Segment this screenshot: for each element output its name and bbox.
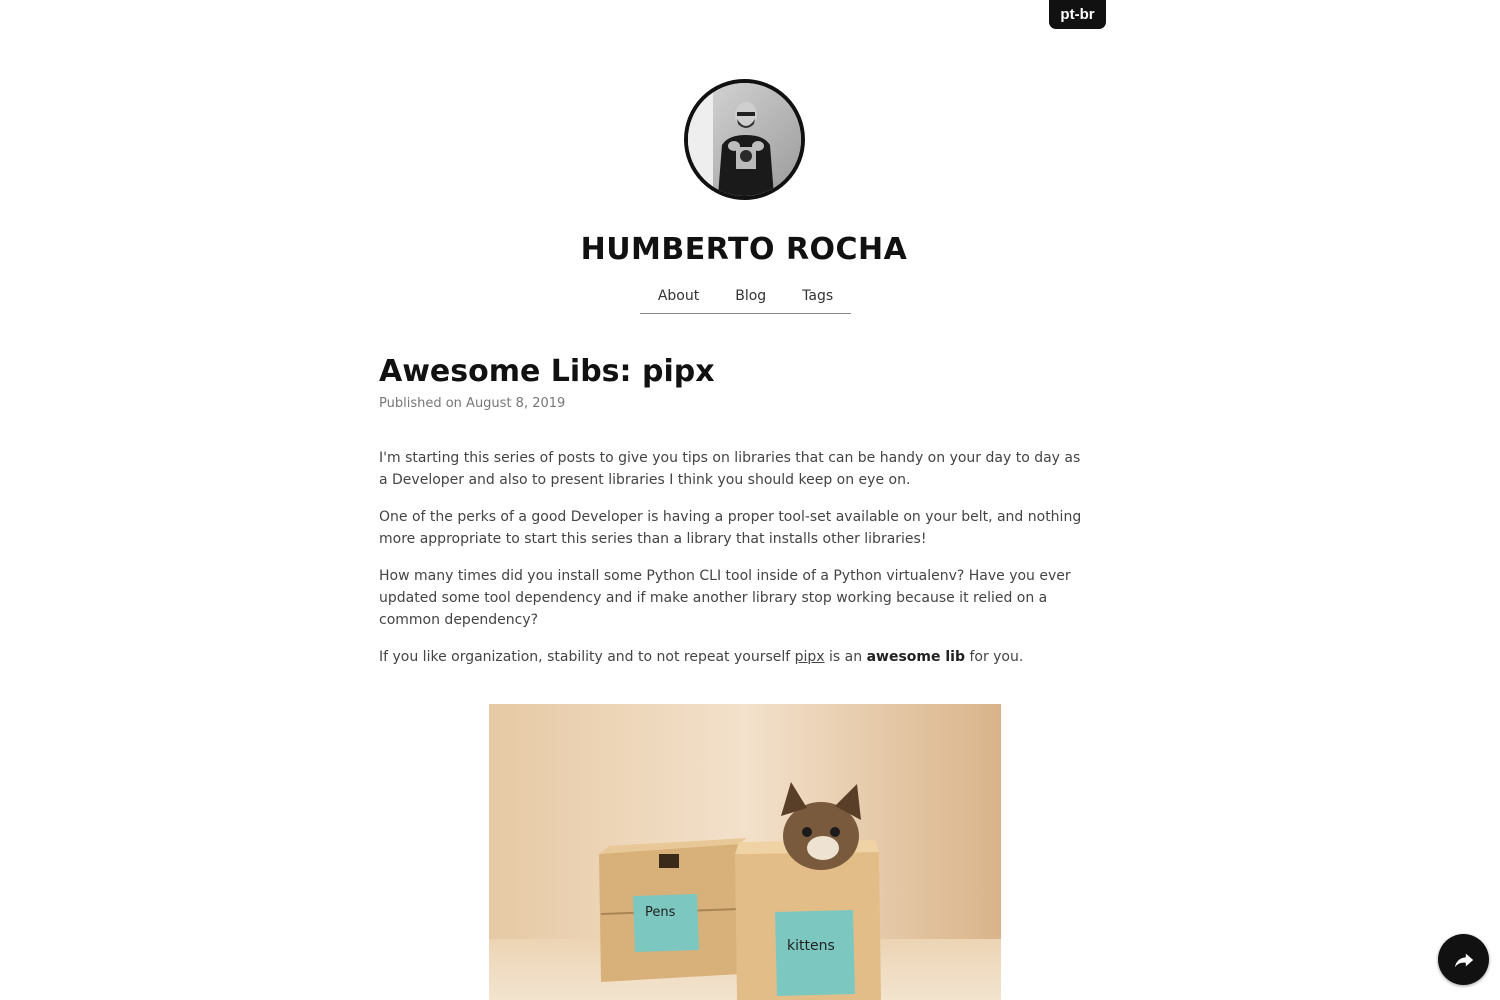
post-publish-date: Published on August 8, 2019 xyxy=(379,396,566,411)
avatar xyxy=(684,79,805,200)
share-icon xyxy=(1453,949,1475,971)
paragraph: One of the perks of a good Developer is having a proper tool-set available on your belt, and nothing more appropriate to start this series than a library that installs other libraries! xyxy=(379,509,1082,547)
avatar-photo xyxy=(688,83,801,196)
paragraph: I'm starting this series of posts to give you tips on libraries that can be handy on your day to day as a Developer and also to present libraries I think you should keep on eye on. xyxy=(379,450,1081,488)
text: is an xyxy=(824,649,867,665)
main-nav xyxy=(640,285,851,314)
note-label-right: kittens xyxy=(787,938,835,954)
post-body xyxy=(379,447,1091,683)
nav-about-link[interactable]: About xyxy=(657,288,700,304)
share-button[interactable] xyxy=(1438,934,1489,985)
bold-text: awesome lib xyxy=(866,649,965,665)
pipx-link[interactable]: pipx xyxy=(794,649,825,665)
site-title: HUMBERTO ROCHA xyxy=(580,232,908,267)
post-title: Awesome Libs: pipx xyxy=(379,354,715,389)
text: If you like organization, stability and to not repeat yourself xyxy=(379,649,795,665)
nav-blog-link[interactable]: Blog xyxy=(735,288,767,304)
kitten-in-drawer-image xyxy=(489,704,1001,1000)
language-switch-button[interactable]: pt-br xyxy=(1049,0,1106,29)
note-label-left: Pens xyxy=(645,905,676,920)
paragraph: How many times did you install some Python CLI tool inside of a Python virtualenv? Have you ever updated some tool dependency and if make another library stop working because it relied on a common dependency? xyxy=(379,568,1071,628)
nav-tags-link[interactable]: Tags xyxy=(802,288,834,304)
paragraph xyxy=(379,646,1091,668)
text: for you. xyxy=(965,649,1024,665)
